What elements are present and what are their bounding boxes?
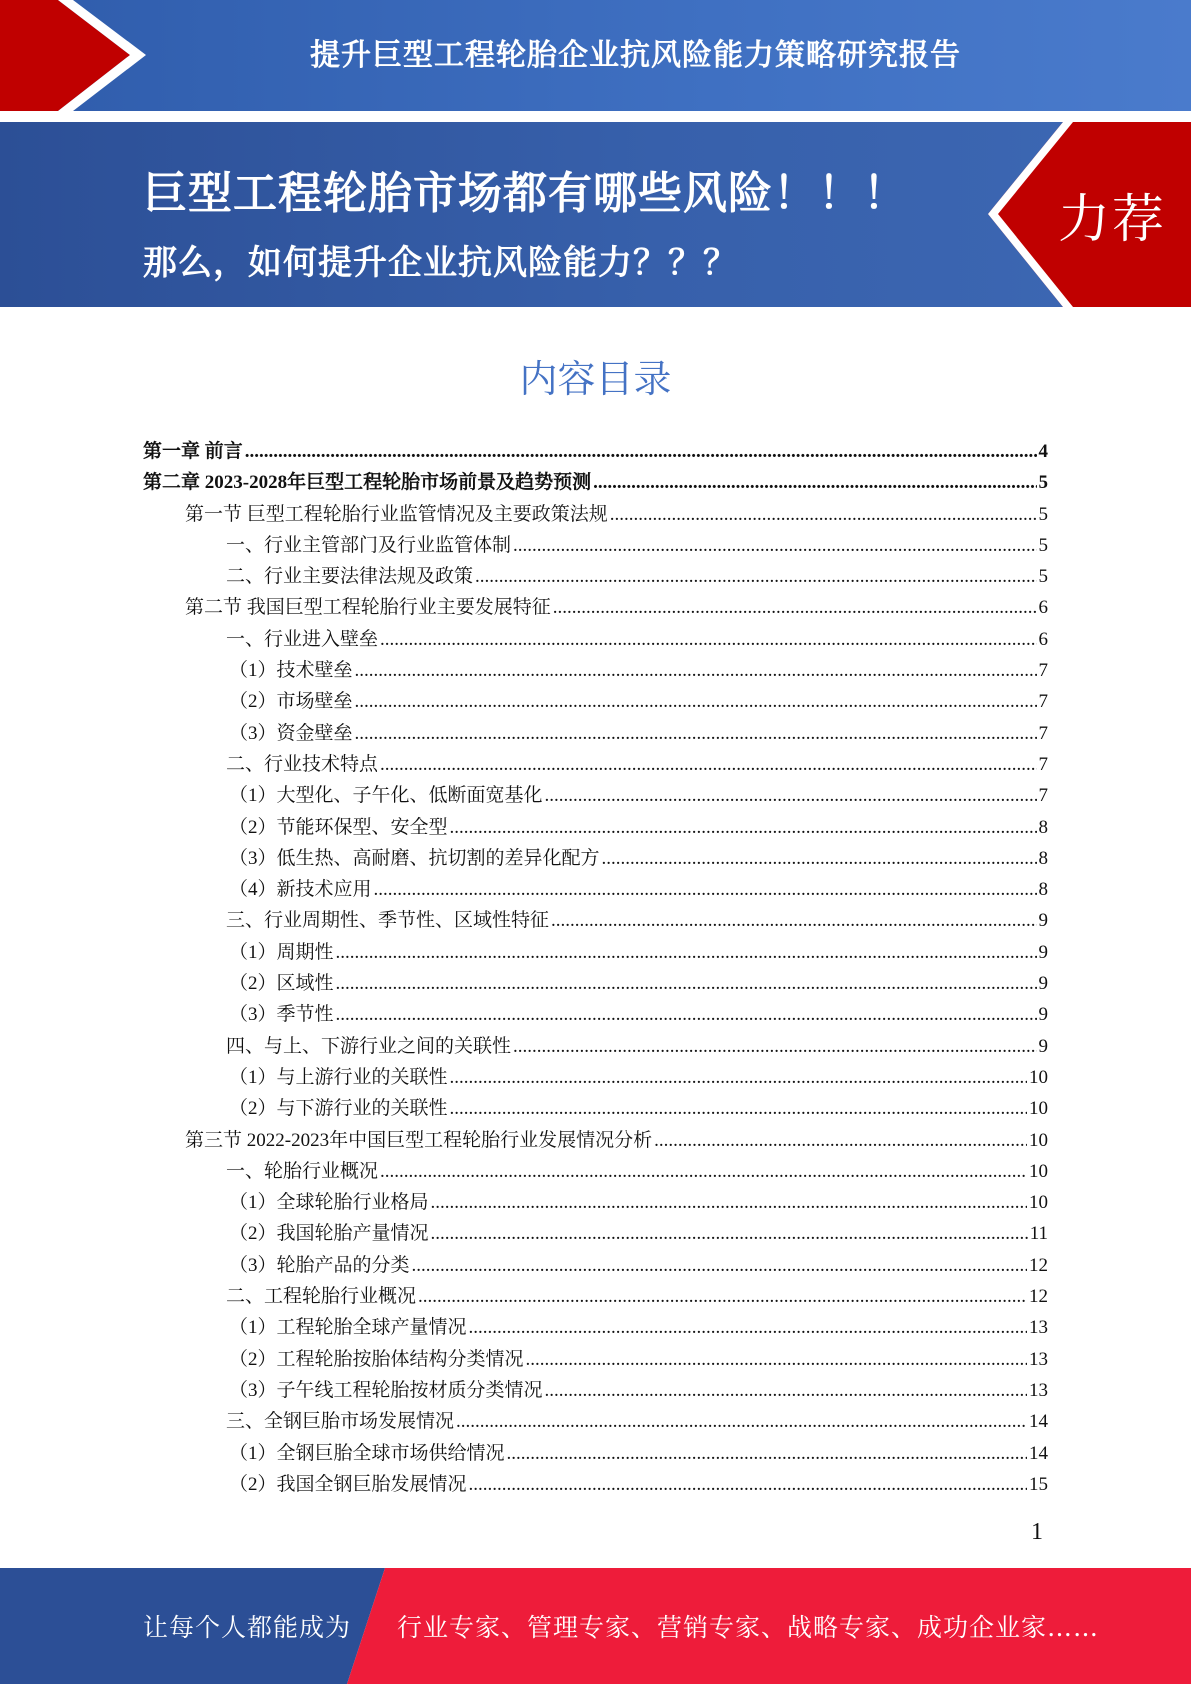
toc-entry-page: 12 (1029, 1254, 1048, 1276)
toc-entry-label: （1）周期性 (229, 941, 334, 963)
toc-entry-page: 5 (1038, 566, 1048, 588)
toc-leader-dots (355, 723, 1037, 745)
toc-entry[interactable] (143, 937, 1048, 968)
toc-entry-label: （1）工程轮胎全球产量情况 (229, 1317, 467, 1339)
banner-subheadline: 那么，如何提升企业抗风险能力？？？ (143, 243, 738, 283)
toc-entry[interactable] (143, 1406, 1048, 1437)
toc-entry[interactable] (143, 1312, 1048, 1343)
toc-entry[interactable] (143, 812, 1048, 843)
toc-entry-page: 10 (1029, 1098, 1048, 1120)
toc-entry-label: 一、行业进入壁垒 (226, 628, 379, 650)
toc-entry[interactable] (143, 780, 1048, 811)
toc-entry-label: （3）轮胎产品的分类 (229, 1254, 410, 1276)
toc-entry[interactable] (143, 1187, 1048, 1218)
recommend-badge: 力荐 (1058, 190, 1167, 250)
toc-leader-dots (469, 1474, 1027, 1496)
toc-entry-page: 9 (1038, 973, 1048, 995)
toc-leader-dots (431, 1223, 1028, 1245)
toc-entry-label: 第二章 2023-2028年巨型工程轮胎市场前景及趋势预测 (143, 472, 592, 494)
toc-entry-page: 6 (1038, 628, 1048, 650)
toc-entry-label: 一、轮胎行业概况 (226, 1160, 379, 1182)
toc-entry[interactable] (143, 592, 1048, 623)
toc-entry-page: 14 (1029, 1442, 1048, 1464)
toc-entry-page: 9 (1038, 910, 1048, 932)
toc-entry-label: （3）低生热、高耐磨、抗切割的差异化配方 (229, 847, 600, 869)
toc-entry-label: （2）区域性 (229, 973, 334, 995)
toc-entry[interactable] (143, 1093, 1048, 1124)
toc-entry-label: （2）工程轮胎按胎体结构分类情况 (229, 1348, 524, 1370)
toc-leader-dots (450, 817, 1037, 839)
toc-entry-label: （4）新技术应用 (229, 879, 372, 901)
toc-entry-label: （1）大型化、子午化、低断面宽基化 (229, 785, 543, 807)
toc-entry-page: 7 (1038, 660, 1048, 682)
toc-entry-page: 13 (1029, 1379, 1048, 1401)
toc-entry-label: 第二节 我国巨型工程轮胎行业主要发展特征 (185, 597, 551, 619)
toc-entry[interactable] (143, 968, 1048, 999)
toc-entry-label: 一、行业主管部门及行业监管体制 (226, 534, 512, 556)
toc-entry-label: （3）资金壁垒 (229, 722, 353, 744)
toc-entry-label: （2）我国轮胎产量情况 (229, 1223, 429, 1245)
toc-leader-dots (412, 1255, 1027, 1277)
toc-leader-dots (336, 1004, 1037, 1026)
toc-leader-dots (431, 1192, 1027, 1214)
toc-entry-page: 13 (1029, 1348, 1048, 1370)
toc-entry-page: 9 (1038, 1004, 1048, 1026)
toc-entry[interactable] (143, 874, 1048, 905)
toc-leader-dots (593, 472, 1036, 494)
toc-entry-page: 5 (1038, 472, 1048, 494)
toc-entry-label: （3）季节性 (229, 1004, 334, 1026)
toc-heading: 内容目录 (519, 357, 672, 401)
toc-entry-page: 10 (1029, 1160, 1048, 1182)
toc-leader-dots (513, 535, 1036, 557)
footer-band (0, 1568, 1191, 1684)
toc-leader-dots (380, 1161, 1027, 1183)
footer-slogan-right: 行业专家、管理专家、营销专家、战略专家、成功企业家…… (397, 1613, 1100, 1642)
toc-entry-page: 10 (1029, 1192, 1048, 1214)
toc-entry[interactable] (143, 1469, 1048, 1500)
toc-leader-dots (545, 785, 1037, 807)
toc-entry-label: （1）与上游行业的关联性 (229, 1066, 448, 1088)
toc-entry-page: 7 (1038, 722, 1048, 744)
toc-entry[interactable] (143, 1438, 1048, 1469)
toc-entry-label: 二、工程轮胎行业概况 (226, 1286, 417, 1308)
promo-banner (0, 122, 1191, 307)
toc-entry-page: 8 (1038, 879, 1048, 901)
top-header-band (0, 0, 1191, 112)
toc-entry-label: 二、行业主要法律法规及政策 (226, 566, 474, 588)
toc-entry-page: 7 (1038, 785, 1048, 807)
toc-leader-dots (602, 848, 1037, 870)
toc-entry[interactable] (143, 1281, 1048, 1312)
toc-entry-label: （2）我国全钢巨胎发展情况 (229, 1473, 467, 1495)
toc-entry-label: （3）子午线工程轮胎按材质分类情况 (229, 1379, 543, 1401)
toc-leader-dots (418, 1286, 1027, 1308)
toc-entry[interactable] (143, 530, 1048, 561)
toc-entry[interactable] (143, 1125, 1048, 1156)
toc-entry[interactable] (143, 843, 1048, 874)
toc-entry[interactable] (143, 624, 1048, 655)
toc-entry-label: 第三节 2022-2023年中国巨型工程轮胎行业发展情况分析 (185, 1129, 653, 1151)
toc-entry-label: 第一节 巨型工程轮胎行业监管情况及主要政策法规 (185, 503, 608, 525)
table-of-contents (143, 436, 1048, 1500)
toc-entry[interactable] (143, 1344, 1048, 1375)
toc-entry-label: （1）全钢巨胎全球市场供给情况 (229, 1442, 505, 1464)
toc-entry-label: （1）技术壁垒 (229, 660, 353, 682)
toc-leader-dots (553, 597, 1037, 619)
toc-leader-dots (469, 1317, 1027, 1339)
toc-entry-page: 10 (1029, 1129, 1048, 1151)
toc-leader-dots (450, 1067, 1027, 1089)
toc-entry-page: 8 (1038, 847, 1048, 869)
toc-entry-page: 5 (1038, 503, 1048, 525)
toc-entry-page: 10 (1029, 1066, 1048, 1088)
toc-leader-dots (245, 441, 1037, 463)
toc-entry-label: 三、行业周期性、季节性、区域性特征 (226, 910, 550, 932)
toc-entry-page: 13 (1029, 1317, 1048, 1339)
page-number: 1 (1031, 1519, 1043, 1545)
toc-leader-dots (380, 629, 1036, 651)
toc-leader-dots (336, 973, 1037, 995)
toc-leader-dots (380, 754, 1036, 776)
toc-entry-label: 二、行业技术特点 (226, 753, 379, 775)
toc-entry-page: 9 (1038, 941, 1048, 963)
toc-entry-label: （2）市场壁垒 (229, 691, 353, 713)
toc-entry-page: 9 (1038, 1035, 1048, 1057)
toc-entry-page: 12 (1029, 1286, 1048, 1308)
toc-leader-dots (507, 1443, 1027, 1465)
toc-leader-dots (513, 1036, 1036, 1058)
toc-leader-dots (355, 691, 1037, 713)
toc-entry-page: 7 (1038, 691, 1048, 713)
toc-entry[interactable] (143, 1218, 1048, 1249)
toc-leader-dots (475, 566, 1036, 588)
toc-entry[interactable] (143, 749, 1048, 780)
toc-entry-page: 14 (1029, 1411, 1048, 1433)
toc-entry-page: 4 (1038, 441, 1048, 462)
toc-entry[interactable] (143, 436, 1048, 467)
toc-leader-dots (456, 1411, 1027, 1433)
toc-leader-dots (551, 910, 1036, 932)
toc-leader-dots (526, 1349, 1027, 1371)
toc-entry-page: 8 (1038, 816, 1048, 838)
toc-leader-dots (450, 1098, 1027, 1120)
toc-entry-label: 四、与上、下游行业之间的关联性 (226, 1035, 512, 1057)
toc-leader-dots (610, 504, 1037, 526)
toc-entry-label: 三、全钢巨胎市场发展情况 (226, 1411, 455, 1433)
toc-entry-label: （2）节能环保型、安全型 (229, 816, 448, 838)
toc-entry[interactable] (143, 1062, 1048, 1093)
footer-slogan-left: 让每个人都能成为 (143, 1613, 352, 1642)
toc-entry-label: 第一章 前言 (143, 441, 243, 462)
toc-entry-page: 11 (1029, 1223, 1048, 1245)
toc-entry[interactable] (143, 999, 1048, 1030)
toc-entry-label: （2）与下游行业的关联性 (229, 1098, 448, 1120)
toc-entry-page: 7 (1038, 753, 1048, 775)
toc-entry[interactable] (143, 1250, 1048, 1281)
banner-headline: 巨型工程轮胎市场都有哪些风险！！！ (143, 168, 908, 219)
toc-entry[interactable] (143, 1031, 1048, 1062)
toc-entry[interactable] (143, 686, 1048, 717)
toc-entry[interactable] (143, 1375, 1048, 1406)
toc-entry[interactable] (143, 905, 1048, 936)
toc-entry-page: 6 (1038, 597, 1048, 619)
toc-entry-page: 5 (1038, 534, 1048, 556)
toc-entry-page: 15 (1029, 1473, 1048, 1495)
toc-leader-dots (545, 1380, 1027, 1402)
report-title: 提升巨型工程轮胎企业抗风险能力策略研究报告 (310, 38, 961, 73)
toc-leader-dots (355, 660, 1037, 682)
toc-leader-dots (654, 1130, 1027, 1152)
toc-entry[interactable] (143, 467, 1048, 498)
toc-leader-dots (374, 879, 1037, 901)
toc-entry[interactable] (143, 718, 1048, 749)
toc-leader-dots (336, 942, 1037, 964)
toc-entry[interactable] (143, 499, 1048, 530)
toc-entry[interactable] (143, 561, 1048, 592)
toc-entry[interactable] (143, 655, 1048, 686)
toc-entry[interactable] (143, 1156, 1048, 1187)
toc-entry-label: （1）全球轮胎行业格局 (229, 1192, 429, 1214)
